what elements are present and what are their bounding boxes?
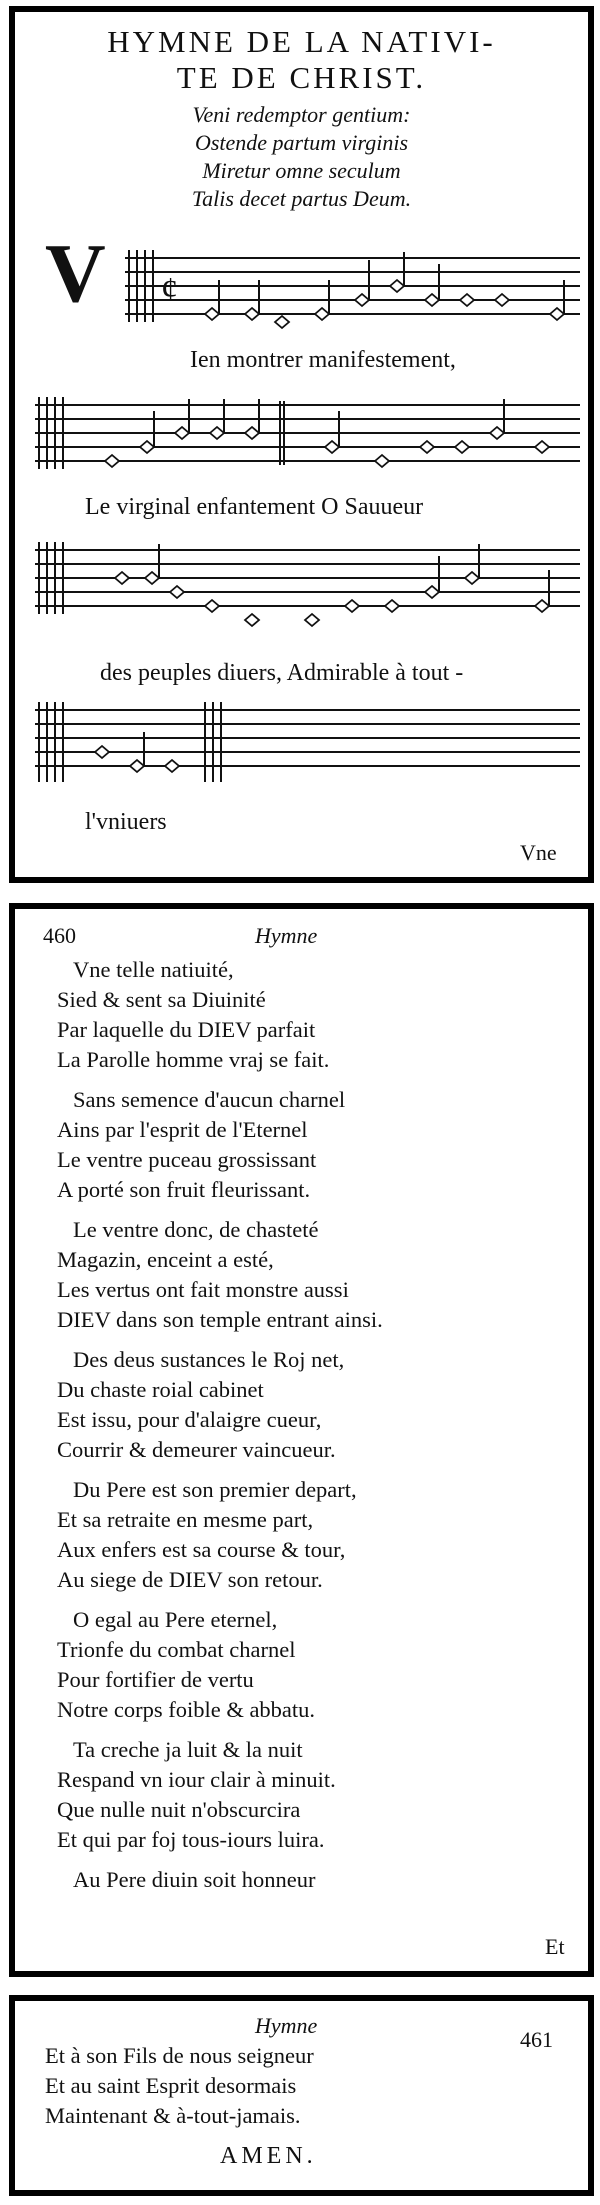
catchword: Et (545, 1934, 565, 1959)
verse-line: Par laquelle du DIEV parfait (57, 1017, 316, 1042)
latin-verse-2: Ostende partum virginis (194, 130, 409, 155)
verse-line: Ains par l'esprit de l'Eternel (57, 1117, 308, 1142)
verse-line: Sans semence d'aucun charnel (73, 1087, 346, 1112)
hymn-title-line-2: TE DE CHRIST. (176, 60, 427, 95)
music-page (9, 6, 594, 883)
amen: AMEN. (220, 2143, 317, 2169)
verse-line: Maintenant & à-tout-jamais. (45, 2103, 301, 2128)
verse-line: Trionfe du combat charnel (57, 1637, 296, 1662)
text-page-460 (9, 903, 594, 1977)
verse-line: Et sa retraite en mesme part, (57, 1507, 314, 1532)
verse-line: Et à son Fils de nous seigneur (45, 2043, 314, 2068)
verse-line: Le ventre donc, de chasteté (73, 1217, 319, 1242)
verse-line: Au siege de DIEV son retour. (57, 1567, 323, 1592)
verse-line: Magazin, enceint a esté, (57, 1247, 274, 1272)
verse-line: A porté son fruit fleurissant. (57, 1177, 311, 1202)
verse-line: Vne telle natiuité, (73, 957, 234, 982)
lyric-line-4: l'vniuers (85, 809, 167, 835)
lyric-line-2: Le virginal enfantement O Sauueur (85, 494, 424, 520)
verse-line: Les vertus ont fait monstre aussi (57, 1277, 349, 1302)
page-number: 461 (520, 2027, 553, 2052)
page-number: 460 (43, 923, 76, 948)
verse-line: Est issu, pour d'alaigre cueur, (57, 1407, 322, 1432)
verse-line: DIEV dans son temple entrant ainsi. (57, 1307, 383, 1332)
latin-verse-1: Veni redemptor gentium: (192, 102, 411, 127)
running-head: Hymne (255, 2013, 318, 2038)
verse-line: Et qui par foj tous-iours luira. (57, 1827, 325, 1852)
latin-verse-4: Talis decet partus Deum. (191, 186, 412, 211)
verse-line: Sied & sent sa Diuinité (57, 987, 266, 1012)
verse-line: La Parolle homme vraj se fait. (57, 1047, 330, 1072)
lyric-line-3: des peuples diuers, Admirable à tout - (100, 660, 464, 686)
verse-line: Au Pere diuin soit honneur (73, 1867, 316, 1892)
verse-line: Et au saint Esprit desormais (45, 2073, 297, 2098)
music-staff-1 (125, 250, 580, 330)
verse-line: Aux enfers est sa course & tour, (57, 1537, 346, 1562)
music-staff-3 (35, 542, 580, 642)
verse-line: Respand vn iour clair à minuit. (57, 1767, 336, 1792)
svg-text:¢: ¢ (161, 271, 178, 308)
verse-line: Du Pere est son premier depart, (73, 1477, 357, 1502)
catchword: Vne (520, 840, 557, 865)
verse-line: Du chaste roial cabinet (57, 1377, 264, 1402)
verse-line: Courrir & demeurer vaincueur. (57, 1437, 336, 1462)
music-staff-4 (35, 702, 580, 792)
verse-line: Que nulle nuit n'obscurcira (57, 1797, 301, 1822)
latin-verse-3: Miretur omne seculum (202, 158, 401, 183)
verse-line: O egal au Pere eternel, (73, 1607, 278, 1632)
drop-cap-initial: V (45, 227, 106, 320)
text-page-461 (9, 1995, 594, 2196)
verse-line: Pour fortifier de vertu (57, 1667, 254, 1692)
verse-line: Des deus sustances le Roj net, (73, 1347, 345, 1372)
running-head: Hymne (255, 923, 318, 948)
lyric-line-1: Ien montrer manifestement, (190, 347, 456, 373)
verse-line: Ta creche ja luit & la nuit (73, 1737, 303, 1762)
verse-line: Notre corps foible & abbatu. (57, 1697, 316, 1722)
music-staff-2 (35, 397, 580, 479)
hymn-title-line-1: HYMNE DE LA NATIVI- (107, 24, 496, 59)
verse-line: Le ventre puceau grossissant (57, 1147, 317, 1172)
